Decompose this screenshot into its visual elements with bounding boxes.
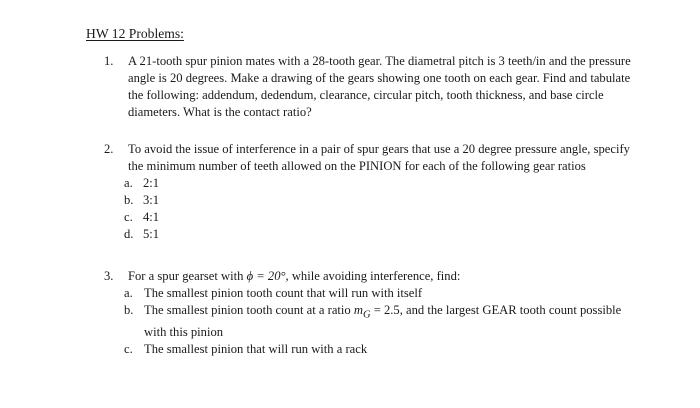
list-item xyxy=(104,209,644,226)
item-letter: b. xyxy=(124,193,134,207)
item-text xyxy=(144,302,644,341)
item-letter: d. xyxy=(124,227,134,241)
problem-number: 1. xyxy=(104,54,114,68)
ratio-subscript: G xyxy=(362,309,371,321)
page-title: HW 12 Problems: xyxy=(86,26,184,41)
list-item xyxy=(104,302,644,341)
problem-3 xyxy=(104,268,644,358)
problem-number: 2. xyxy=(104,142,114,156)
problem-2 xyxy=(104,141,644,243)
item-text: 4:1 xyxy=(143,210,160,224)
ratio-symbol: m xyxy=(353,303,363,317)
item-text: 3:1 xyxy=(143,193,160,207)
item-letter: b. xyxy=(124,303,134,317)
list-item xyxy=(104,285,644,302)
problem-text-end: , while avoiding interference, find: xyxy=(285,269,461,283)
problem-number: 3. xyxy=(104,269,114,283)
problem-text xyxy=(128,268,644,285)
item-letter: c. xyxy=(124,341,133,356)
list-item xyxy=(104,226,644,243)
item-text: The smallest pinion that will run with a rack xyxy=(144,341,368,356)
problem-1 xyxy=(104,53,644,121)
problem-text: To avoid the issue of interference in a pair of spur gears that use a 20 degree pressure angle, specify the minimum number of teeth allowed on the PINION for each of the following gear ratios xyxy=(128,142,630,173)
item-text: 2:1 xyxy=(143,176,160,190)
problem-text-start: For a spur gearset with xyxy=(128,269,247,283)
item-letter: a. xyxy=(124,286,133,300)
item-text: The smallest pinion tooth count that will run with itself xyxy=(144,286,423,300)
item-text-end: , and the largest GEAR tooth count possible with this pinion xyxy=(144,303,622,339)
item-letter: a. xyxy=(124,176,133,190)
item-letter: c. xyxy=(124,210,133,224)
list-item xyxy=(104,341,644,358)
item-text-start: The smallest pinion tooth count at a ratio xyxy=(144,303,354,317)
list-item xyxy=(104,175,644,192)
phi-equation: ϕ = 20° xyxy=(246,269,286,283)
list-item xyxy=(104,192,644,209)
ratio-value: = 2.5 xyxy=(370,303,400,317)
problem-text: A 21-tooth spur pinion mates with a 28-tooth gear. The diametral pitch is 3 teeth/in and the pressure angle is 20 degrees. Make a drawing of the gears showing one tooth on each gear. Find and tabulate the following: addendum, dedendum, clearance, circular pitch, tooth thickness, and base circle diameters. What is the contact ratio? xyxy=(128,54,631,119)
item-text: 5:1 xyxy=(143,227,160,241)
